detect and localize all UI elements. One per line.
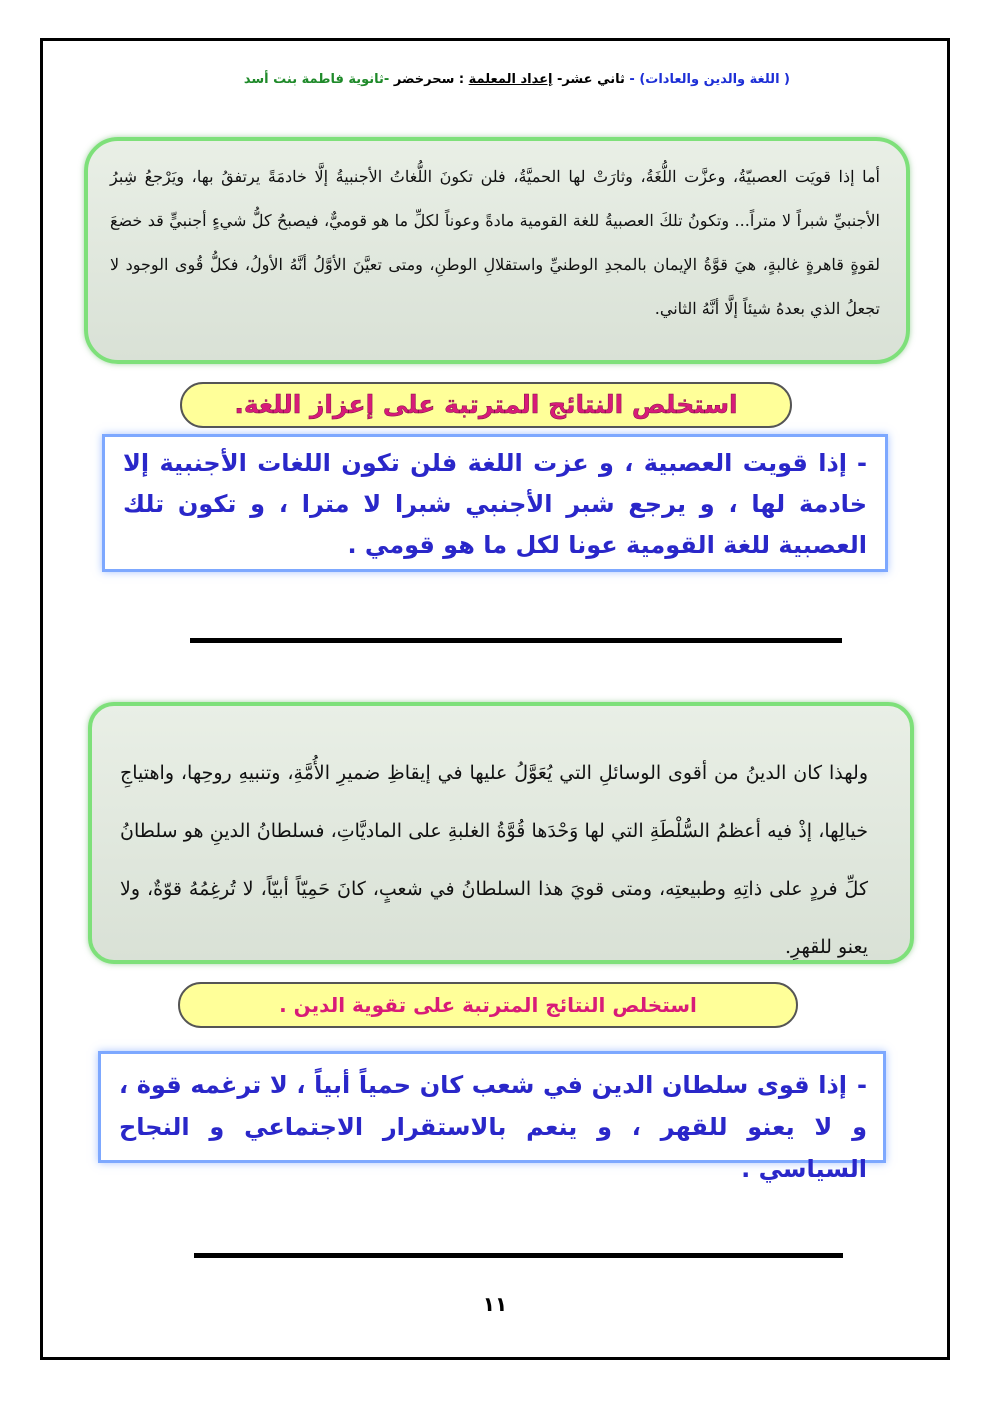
quote-box-language — [84, 137, 910, 364]
header-subject: ( اللغة والدين والعادات) - — [629, 72, 790, 87]
header-school: -ثانوية فاطمة بنت أسد — [243, 72, 390, 87]
question-text-religion: استخلص النتائج المترتبة على تقوية الدين . — [279, 993, 697, 1017]
answer-box-religion — [98, 1051, 886, 1183]
answer-dash-religion: - — [857, 1071, 867, 1099]
quote-text-religion: ولهذا كان الدينُ من أقوى الوسائلِ التي يُعَوَّلُ عليها في إيقاظِ ضميرِ الأُمَّةِ، وتنبيهِ روحِها، واهتياجِ خيالِها، إذْ فيه أعظمُ السُّلْطَةِ التي لها وَحْدَها قُوَّةُ الغلبةِ على الماديَّاتِ، فسلطانُ الدينِ هو سلطانُ كلِّ فردٍ على ذاتِهِ وطبيعتِه، ومتى قويَ هذا السلطانُ في شعبٍ، كانَ حَمِيّاً أبيّاً، لا تُرغِمُهُ قوّةٌ، ولا يعنو للقهرِ. — [120, 762, 868, 958]
section-divider — [194, 1253, 843, 1258]
quote-text-language: أما إذا قويَت العصبيّةُ، وعزَّت اللُّغَةُ، وثارَتْ لها الحميَّةُ، فلن تكونَ اللُّغاتُ الأجنبيةُ إلَّا خادمَةً يرتفقُ بها، ويَرْجعُ شِبرُ الأجنبيِّ شبراً لا متراً... وتكونُ تلكَ العصبيةُ للغة القومية مادةً وعوناً لكلِّ ما هو قوميٌّ، فيصبحُ كلُّ شيءٍ أجنبيٍّ قد خضعَ لقوةٍ قاهرةٍ غالبةٍ، هيَ قوَّةُ الإيمان بالمجدِ الوطنيِّ واستقلالِ الوطنِ، ومتى تعيَّنَ الأوَّلُ أنَّهُ الأولُ، فكلُّ قُوى الوجود لا تجعلُ الذي بعدهُ شيئاً إلَّا أنَّهُ الثاني. — [110, 167, 881, 318]
header-prepared-by: إعداد المعلمة — [468, 72, 553, 87]
header-author: : سحرخضر — [393, 72, 465, 87]
page-number: ١١ — [482, 1292, 508, 1316]
quote-box-religion — [88, 702, 914, 964]
question-text-language: استخلص النتائج المترتبة على إعزاز اللغة. — [234, 390, 738, 419]
answer-dash-language: - — [857, 449, 867, 477]
answer-text-language: إذا قويت العصبية ، و عزت اللغة فلن تكون اللغات الأجنبية إلا خادمة لها ، و يرجع شبر الأجنبي شبرا لا مترا ، و تكون تلك العصبية للغة القومية عونا لكل ما هو قومي . — [123, 449, 867, 559]
question-label-religion — [178, 982, 798, 1028]
answer-text-religion: إذا قوى سلطان الدين في شعب كان حمياً أبياً ، لا ترغمه قوة ، و لا يعنو للقهر ، و ينعم بالاستقرار الاجتماعي و النجاح السياسي . — [119, 1071, 867, 1183]
page-header — [100, 72, 790, 87]
section-divider — [190, 638, 842, 643]
answer-box-language — [102, 434, 888, 572]
header-grade: ثاني عشر- — [556, 72, 625, 87]
question-label-language — [180, 382, 792, 428]
